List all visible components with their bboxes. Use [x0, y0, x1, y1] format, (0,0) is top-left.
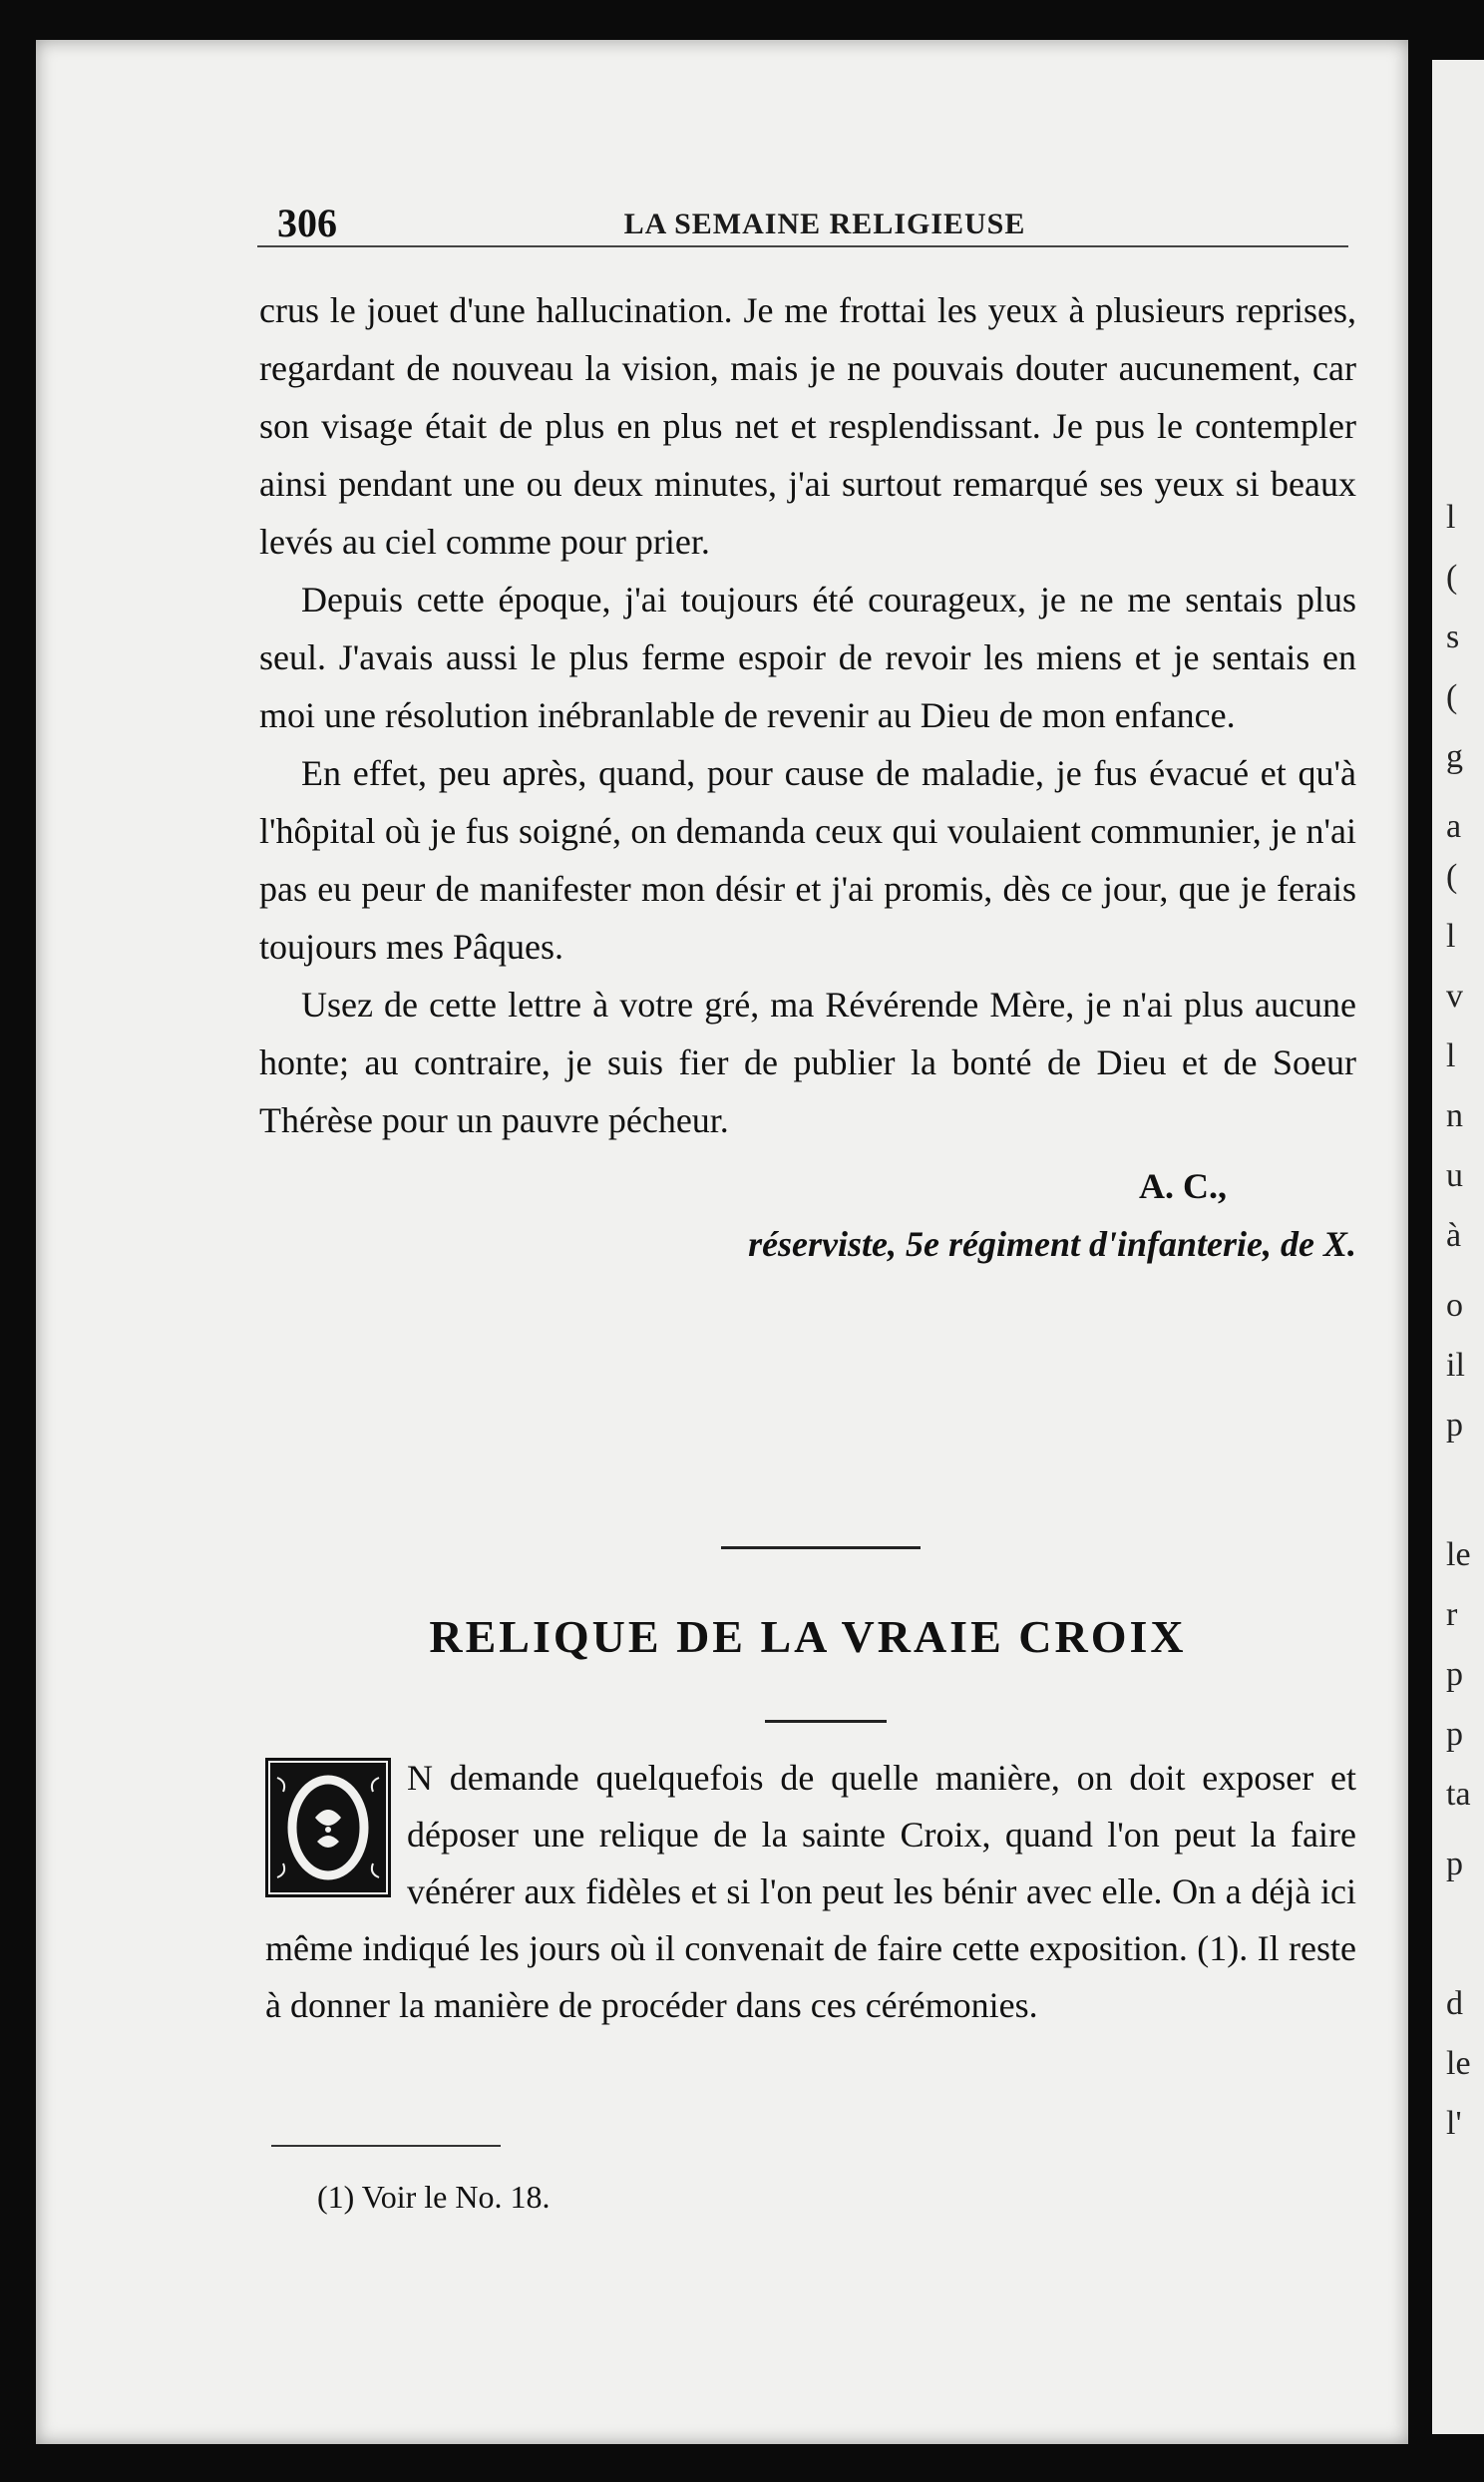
- adjacent-page-fragment: l': [1446, 2105, 1462, 2142]
- dropcap-letter: [265, 1758, 391, 1897]
- footnote-rule: [271, 2145, 501, 2147]
- page-number: 306: [277, 201, 337, 245]
- adjacent-page-fragment: le: [1446, 1536, 1471, 1573]
- adjacent-page-fragment: l: [1446, 918, 1456, 955]
- adjacent-page-fragment: s: [1446, 619, 1460, 655]
- adjacent-page-fragment: d: [1446, 1985, 1463, 2022]
- adjacent-page-fragment: (: [1446, 678, 1458, 715]
- adjacent-page-edge: [1432, 60, 1484, 2434]
- adjacent-page-fragment: (: [1446, 858, 1458, 895]
- adjacent-page-fragment: il: [1446, 1347, 1465, 1384]
- adjacent-page-fragment: a: [1446, 808, 1462, 845]
- signature-affiliation: réserviste, 5e régiment d'infanterie, de X.: [748, 1224, 1356, 1264]
- section-divider: [721, 1546, 921, 1549]
- ornament-icon: [265, 1758, 391, 1897]
- adjacent-page-fragment: p: [1446, 1716, 1463, 1753]
- adjacent-page-fragment: p: [1446, 1846, 1463, 1882]
- letter-paragraph: En effet, peu après, quand, pour cause de maladie, je fus évacué et qu'à l'hôpital où je fus soigné, on demanda ceux qui voulaient communier, je n'ai pas eu peur de manifester mon désir et j'ai promis, dès ce jour, que je ferais toujours mes Pâques.: [259, 753, 1356, 967]
- adjacent-page-fragment: u: [1446, 1157, 1463, 1194]
- adjacent-page-fragment: (: [1446, 559, 1458, 596]
- adjacent-page-fragment: le: [1446, 2045, 1471, 2082]
- adjacent-page-fragment: r: [1446, 1596, 1458, 1633]
- adjacent-page-fragment: p: [1446, 1407, 1463, 1444]
- letter-paragraph: crus le jouet d'une hallucination. Je me frottai les yeux à plusieurs reprises, regardant de nouveau la vision, mais je ne pouvais douter aucunement, car son visage était de plus en plus net et resplendissant. Je pus le contempler ainsi pendant une ou deux minutes, j'ai surtout remarqué ses yeux si beaux levés au ciel comme pour prier.: [259, 290, 1356, 562]
- page-header: [257, 200, 1392, 259]
- running-title: LA SEMAINE RELIGIEUSE: [623, 207, 1026, 240]
- adjacent-page-fragment: à: [1446, 1217, 1462, 1254]
- adjacent-page-fragment: n: [1446, 1097, 1463, 1134]
- header-rule: [257, 245, 1348, 247]
- letter-paragraph: Usez de cette lettre à votre gré, ma Révérende Mère, je n'ai plus aucune honte; au contraire, je suis fier de publier la bonté de Dieu et de Soeur Thérèse pour un pauvre pécheur.: [259, 985, 1356, 1140]
- section-title: RELIQUE DE LA VRAIE CROIX: [429, 1611, 1187, 1662]
- adjacent-page-fragment: l: [1446, 1037, 1456, 1074]
- adjacent-page-fragment: l: [1446, 499, 1456, 536]
- adjacent-page-fragment: p: [1446, 1656, 1463, 1693]
- signature: [259, 1157, 1356, 1273]
- letter-paragraph: Depuis cette époque, j'ai toujours été courageux, je ne me sentais plus seul. J'avais aussi le plus ferme espoir de revoir les miens et je sentais en moi une résolution inébranlable de revenir au Dieu de mon enfance.: [259, 580, 1356, 735]
- letter-text: [259, 281, 1356, 1273]
- adjacent-page-fragment: g: [1446, 738, 1463, 775]
- signature-name: A. C.,: [1139, 1166, 1227, 1206]
- section-paragraph: N demande quelquefois de quelle manière, on doit exposer et déposer une relique de la sainte Croix, quand l'on peut la faire vénérer aux fidèles et si l'on peut les bénir avec elle. On a déjà ici même indiqué les jours où il convenait de faire cette exposition. (1). Il reste à donner la manière de procéder dans ces cérémonies.: [265, 1758, 1356, 2025]
- section-body: [265, 1750, 1356, 2034]
- adjacent-page-fragment: ta: [1446, 1776, 1471, 1813]
- title-underline: [765, 1720, 887, 1723]
- adjacent-page-fragment: v: [1446, 978, 1463, 1015]
- adjacent-page-fragment: o: [1446, 1287, 1463, 1324]
- footnote: (1) Voir le No. 18.: [317, 2179, 551, 2215]
